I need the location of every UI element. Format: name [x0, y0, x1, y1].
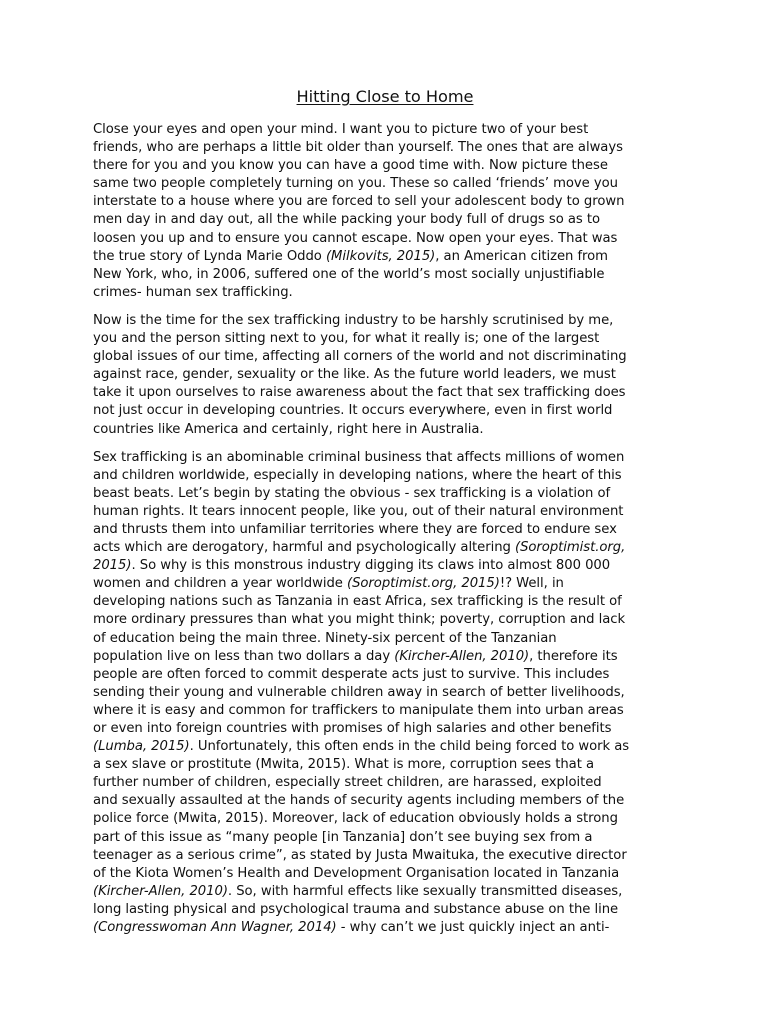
text-line	[93, 593, 677, 611]
body-text: acts which are derogatory, harmful and psychologically altering	[93, 540, 515, 556]
text-line	[93, 521, 677, 539]
body-text: interstate to a house where you are forced to sell your adolescent body to grown	[93, 194, 625, 210]
text-line	[93, 919, 677, 937]
text-line	[93, 348, 677, 366]
body-paragraph	[93, 121, 677, 302]
body-text: , therefore its	[529, 648, 618, 664]
text-line	[93, 230, 677, 248]
body-text: Close your eyes and open your mind. I want you to picture two of your best	[93, 122, 589, 137]
text-line	[93, 774, 677, 792]
body-text: of education being the main three. Ninety-six percent of the Tanzanian	[93, 630, 557, 646]
text-line	[93, 421, 677, 439]
body-text: people are often forced to commit desperate acts just to survive. This includes	[93, 666, 610, 682]
body-text: crimes- human sex trafficking.	[93, 284, 293, 300]
text-line	[93, 121, 677, 139]
body-text: the true story of Lynda Marie Oddo	[93, 248, 326, 264]
body-text: a sex slave or prostitute (Mwita, 2015). What is more, corruption sees that a	[93, 757, 594, 773]
text-line	[93, 702, 677, 720]
body-text: , an American citizen from	[435, 248, 608, 264]
citation-text: 2015)	[93, 558, 132, 574]
text-line	[93, 847, 677, 865]
body-text: where it is easy and common for traffickers to manipulate them into urban areas	[93, 702, 624, 718]
body-paragraph	[93, 312, 677, 439]
text-line	[93, 312, 677, 330]
text-line	[93, 666, 677, 684]
body-text: and children worldwide, especially in developing nations, where the heart of this	[93, 467, 622, 483]
text-line	[93, 193, 677, 211]
text-line	[93, 384, 677, 402]
text-line	[93, 139, 677, 157]
text-line	[93, 810, 677, 828]
text-line	[93, 467, 677, 485]
text-line	[93, 503, 677, 521]
body-text: and thrusts them into unfamiliar territories where they are forced to endure sex	[93, 521, 617, 537]
body-text: loosen you up and to ensure you cannot escape. Now open your eyes. That was	[93, 230, 618, 246]
text-line	[93, 611, 677, 629]
text-line	[93, 402, 677, 420]
text-line	[93, 539, 677, 557]
text-line	[93, 485, 677, 503]
citation-text: (Lumba, 2015)	[93, 739, 190, 755]
document-page	[93, 86, 677, 947]
text-line	[93, 284, 677, 302]
body-text: there for you and you know you can have a good time with. Now picture these	[93, 158, 608, 174]
body-text: beast beats. Let’s begin by stating the obvious - sex trafficking is a violation of	[93, 485, 611, 501]
text-line	[93, 557, 677, 575]
text-line	[93, 883, 677, 901]
body-text: same two people completely turning on you. These so called ‘friends’ move you	[93, 176, 618, 192]
text-line	[93, 266, 677, 284]
body-text: further number of children, especially street children, are harassed, exploited	[93, 775, 602, 791]
body-text: . Unfortunately, this often ends in the child being forced to work as	[189, 739, 630, 755]
text-line	[93, 648, 677, 666]
body-text: part of this issue as “many people [in Tanzania] don’t see buying sex from a	[93, 829, 593, 845]
text-line	[93, 449, 677, 467]
body-text: teenager as a serious crime”, as stated by Justa Mwaituka, the executive director	[93, 847, 627, 863]
body-text: long lasting physical and psychological trauma and substance abuse on the line	[93, 901, 619, 917]
citation-text: (Soroptimist.org, 2015)	[347, 576, 500, 592]
body-text: take it upon ourselves to raise awareness about the fact that sex trafficking does	[93, 385, 626, 401]
body-text: and sexually assaulted at the hands of security agents including members of the	[93, 793, 625, 809]
text-line	[93, 684, 677, 702]
citation-text: (Kircher-Allen, 2010)	[394, 648, 530, 664]
text-line	[93, 575, 677, 593]
body-text: women and children a year worldwide	[93, 576, 347, 592]
body-text: not just occur in developing countries. It occurs everywhere, even in first world	[93, 403, 613, 419]
body-text: you and the person sitting next to you, for what it really is; one of the largest	[93, 331, 600, 347]
body-text: friends, who are perhaps a little bit older than yourself. The ones that are always	[93, 140, 623, 156]
text-line	[93, 865, 677, 883]
body-text: more ordinary pressures than what you might think; poverty, corruption and lack	[93, 612, 626, 628]
text-line	[93, 792, 677, 810]
body-text: . So why is this monstrous industry digging its claws into almost 800 000	[131, 558, 611, 574]
citation-text: (Congresswoman Ann Wagner, 2014)	[93, 920, 337, 936]
body-text: developing nations such as Tanzania in east Africa, sex trafficking is the result of	[93, 594, 622, 610]
body-text: - why can’t we just quickly inject an anti-	[336, 920, 610, 936]
text-line	[93, 248, 677, 266]
body-text: global issues of our time, affecting all corners of the world and not discriminating	[93, 349, 627, 365]
text-line	[93, 901, 677, 919]
body-text: Now is the time for the sex trafficking industry to be harshly scrutinised by me,	[93, 312, 614, 328]
body-text: human rights. It tears innocent people, like you, out of their natural environment	[93, 503, 624, 519]
citation-text: (Milkovits, 2015)	[325, 248, 436, 264]
body-text: countries like America and certainly, right here in Australia.	[93, 421, 484, 437]
body-text: !? Well, in	[499, 576, 564, 592]
document-body	[93, 121, 677, 937]
citation-text: (Kircher-Allen, 2010)	[93, 883, 228, 899]
text-line	[93, 366, 677, 384]
text-line	[93, 720, 677, 738]
body-text: Sex trafficking is an abominable criminal business that affects millions of women	[93, 449, 625, 465]
citation-text: (Soroptimist.org,	[515, 540, 626, 556]
document-title: Hitting Close to Home	[296, 87, 474, 106]
text-line	[93, 738, 677, 756]
body-text: population live on less than two dollars a day	[93, 648, 395, 664]
body-text: men day in and day out, all the while packing your body full of drugs so as to	[93, 212, 601, 228]
body-text: of the Kiota Women’s Health and Development Organisation located in Tanzania	[93, 865, 620, 881]
text-line	[93, 829, 677, 847]
body-text: New York, who, in 2006, suffered one of the world’s most socially unjustifiable	[93, 266, 605, 282]
text-line	[93, 756, 677, 774]
text-line	[93, 211, 677, 229]
text-line	[93, 330, 677, 348]
body-paragraph	[93, 449, 677, 938]
text-line	[93, 175, 677, 193]
text-line	[93, 630, 677, 648]
body-text: against race, gender, sexuality or the like. As the future world leaders, we must	[93, 367, 616, 383]
body-text: police force (Mwita, 2015). Moreover, lack of education obviously holds a strong	[93, 811, 618, 827]
body-text: or even into foreign countries with promises of high salaries and other benefits	[93, 721, 612, 736]
body-text: . So, with harmful effects like sexually transmitted diseases,	[227, 883, 623, 899]
body-text: sending their young and vulnerable children away in search of better livelihoods,	[93, 684, 625, 700]
text-line	[93, 157, 677, 175]
